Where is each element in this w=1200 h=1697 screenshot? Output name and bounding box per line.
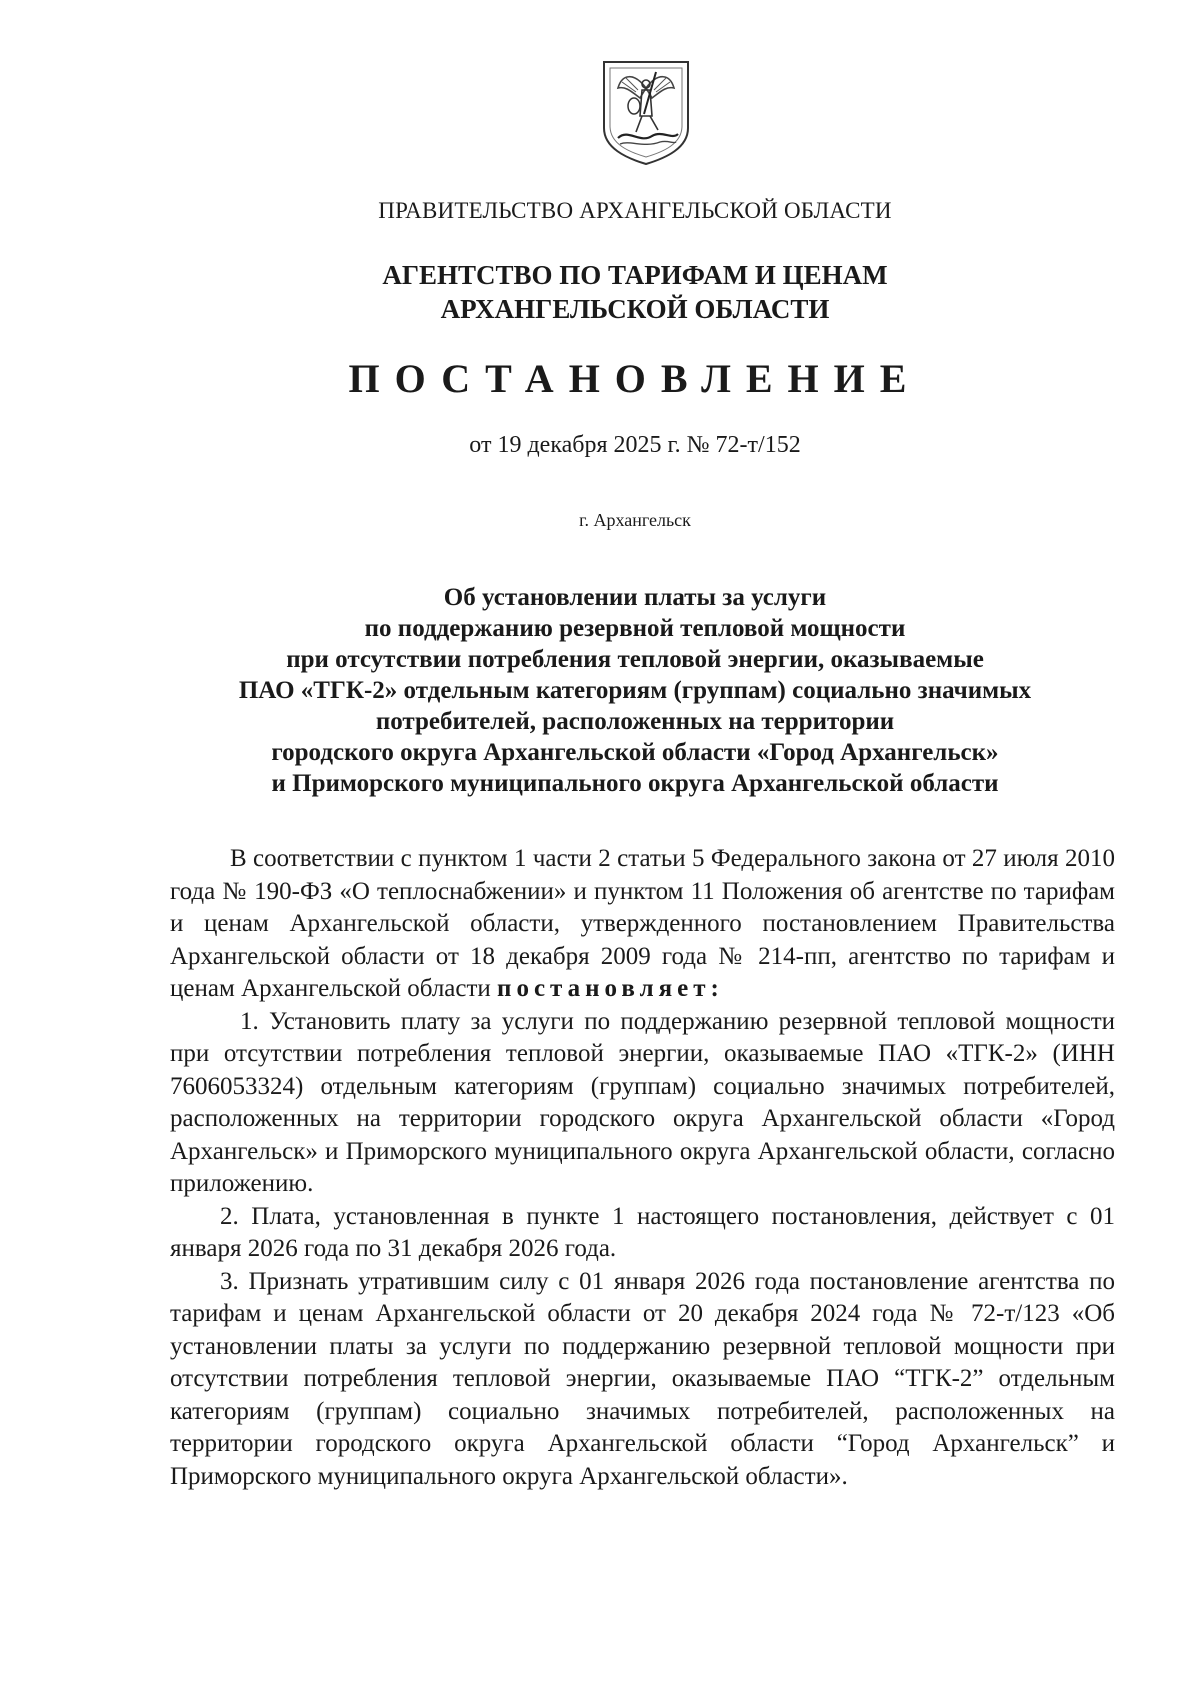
subject-line: потребителей, расположенных на территории bbox=[375, 708, 895, 735]
preamble-text: В соответствии с пунктом 1 части 2 статьи 5 Федерального закона от 27 июля 2010 года № 190-ФЗ «О теплоснабжении» и пунктом 11 Положения об агентстве по тарифам и ценам Архангельской области, утвержденного постановлением Правительства Архангельской области от 18 декабря 2009 года № 214-пп, агентство по тарифам и ценам Архангельской области bbox=[170, 845, 1115, 1002]
subject-line: по поддержанию резервной тепловой мощности bbox=[364, 615, 906, 642]
government-name: ПРАВИТЕЛЬСТВО АРХАНГЕЛЬСКОЙ ОБЛАСТИ bbox=[378, 198, 892, 223]
preamble-paragraph bbox=[170, 843, 1115, 1006]
document-type: ПОСТАНОВЛЕНИЕ bbox=[348, 356, 922, 401]
subject-line: при отсутствии потребления тепловой энергии, оказываемые bbox=[286, 646, 984, 673]
document-body bbox=[170, 843, 1115, 1493]
clause-3: 3. Признать утратившим силу с 01 января 2026 года постановление агентства по тарифам и ценам Архангельской области от 20 декабря 2024 года № 72-т/123 «Об установлении платы за услуги по поддержанию резервной тепловой мощности при отсутствии потребления тепловой энергии, оказываемые ПАО “ТГК-2” отдельным категориям (группам) социально значимых потребителей, расположенных на территории городского округа Архангельской области “Город Архангельск” и Приморского муниципального округа Архангельской области». bbox=[170, 1267, 1115, 1490]
agency-name-line-1: АГЕНТСТВО ПО ТАРИФАМ И ЦЕНАМ bbox=[382, 260, 888, 290]
agency-name-line-2: АРХАНГЕЛЬСКОЙ ОБЛАСТИ bbox=[440, 294, 830, 324]
document-subject bbox=[0, 582, 1200, 799]
resolves-word: постановляет bbox=[497, 975, 711, 1002]
subject-line: и Приморского муниципального округа Архангельской области bbox=[271, 770, 999, 797]
subject-line: Об установлении платы за услуги bbox=[443, 584, 827, 611]
document-date-number: от 19 декабря 2025 г. № 72-т/152 bbox=[469, 432, 801, 458]
archangel-coat-of-arms-icon bbox=[600, 58, 692, 166]
resolves-colon: : bbox=[710, 975, 724, 1002]
clause-1: 1. Установить плату за услуги по поддержанию резервной тепловой мощности при отсутствии потребления тепловой энергии, оказываемые ПАО «ТГК-2» (ИНН 7606053324) отдельным категориям (группам) социально значимых потребителей, расположенных на территории городского округа Архангельской области «Город Архангельск» и Приморского муниципального округа Архангельской области, согласно приложению. bbox=[170, 1007, 1115, 1197]
agency-name bbox=[0, 258, 1200, 326]
subject-line: городского округа Архангельской области «Город Архангельск» bbox=[271, 739, 999, 766]
document-city: г. Архангельск bbox=[579, 510, 691, 530]
clause-2: 2. Плата, установленная в пункте 1 настоящего постановления, действует с 01 января 2026 года по 31 декабря 2026 года. bbox=[170, 1202, 1115, 1262]
subject-line: ПАО «ТГК-2» отдельным категориям (группам) социально значимых bbox=[238, 677, 1032, 704]
